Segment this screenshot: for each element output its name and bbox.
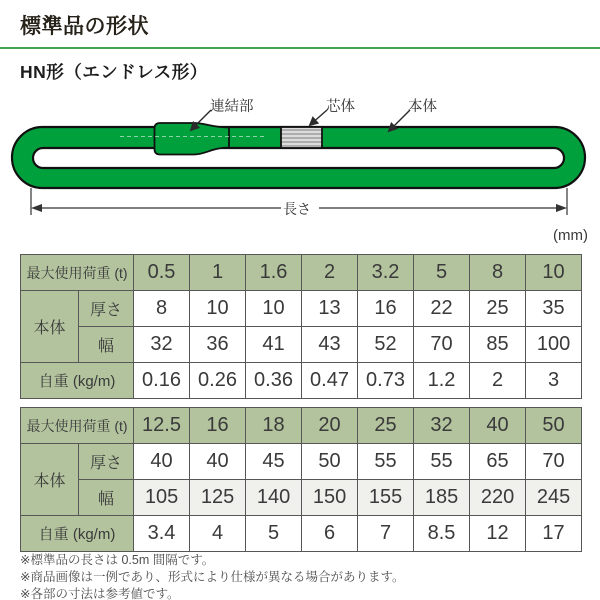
weight-value: 0.36 <box>246 363 302 399</box>
width-value: 85 <box>470 327 526 363</box>
load-header-cell: 最大使用荷重 (t) <box>21 408 134 444</box>
weight-value: 0.47 <box>302 363 358 399</box>
load-value: 1 <box>190 255 246 291</box>
spec-table-large-sizes <box>20 407 582 552</box>
load-value: 32 <box>414 408 470 444</box>
width-value: 43 <box>302 327 358 363</box>
page-title: 標準品の形状 <box>20 15 149 38</box>
load-header-cell: 最大使用荷重 (t) <box>21 255 134 291</box>
dim-arrowhead-left <box>31 204 42 212</box>
width-value: 245 <box>526 480 582 516</box>
thickness-value: 8 <box>134 291 190 327</box>
spec-table-small-sizes <box>20 254 582 399</box>
footnotes <box>20 552 404 600</box>
unit-label: (mm) <box>553 227 588 244</box>
weight-value: 8.5 <box>414 516 470 552</box>
load-value: 5 <box>414 255 470 291</box>
width-value: 150 <box>302 480 358 516</box>
note-line: ※各部の寸法は参考値です。 <box>20 587 180 600</box>
thickness-value: 16 <box>358 291 414 327</box>
thickness-header-cell: 厚さ <box>79 444 134 480</box>
core-arrow <box>310 110 327 125</box>
weight-value: 0.73 <box>358 363 414 399</box>
weight-value: 4 <box>190 516 246 552</box>
weight-value: 3 <box>526 363 582 399</box>
weight-value: 7 <box>358 516 414 552</box>
load-value: 16 <box>190 408 246 444</box>
length-label: 長さ <box>283 201 311 217</box>
width-value: 41 <box>246 327 302 363</box>
weight-value: 2 <box>470 363 526 399</box>
weight-value: 5 <box>246 516 302 552</box>
width-value: 185 <box>414 480 470 516</box>
core-section-shape <box>281 127 322 148</box>
accent-divider <box>0 47 600 49</box>
table-row <box>21 516 582 552</box>
table-row <box>21 408 582 444</box>
weight-value: 6 <box>302 516 358 552</box>
load-value: 1.6 <box>246 255 302 291</box>
table-row <box>21 327 582 363</box>
weight-header-cell: 自重 (kg/m) <box>21 363 134 399</box>
load-value: 18 <box>246 408 302 444</box>
load-value: 50 <box>526 408 582 444</box>
table-row <box>21 444 582 480</box>
joint-label: 連結部 <box>210 99 254 115</box>
width-value: 70 <box>414 327 470 363</box>
width-header-cell: 幅 <box>79 480 134 516</box>
thickness-header-cell: 厚さ <box>79 291 134 327</box>
weight-value: 3.4 <box>134 516 190 552</box>
width-value: 155 <box>358 480 414 516</box>
thickness-value: 45 <box>246 444 302 480</box>
thickness-value: 55 <box>414 444 470 480</box>
thickness-value: 50 <box>302 444 358 480</box>
width-value: 140 <box>246 480 302 516</box>
body-label: 本体 <box>408 99 437 115</box>
weight-header-cell: 自重 (kg/m) <box>21 516 134 552</box>
thickness-value: 25 <box>470 291 526 327</box>
body-header-cell: 本体 <box>21 444 79 516</box>
thickness-value: 40 <box>134 444 190 480</box>
width-value: 220 <box>470 480 526 516</box>
body-header-cell: 本体 <box>21 291 79 363</box>
table-row <box>21 291 582 327</box>
thickness-value: 40 <box>190 444 246 480</box>
thickness-value: 10 <box>246 291 302 327</box>
weight-value: 17 <box>526 516 582 552</box>
load-value: 2 <box>302 255 358 291</box>
core-label: 芯体 <box>326 99 355 115</box>
weight-value: 12 <box>470 516 526 552</box>
width-value: 36 <box>190 327 246 363</box>
weight-value: 1.2 <box>414 363 470 399</box>
width-value: 52 <box>358 327 414 363</box>
table-row <box>21 255 582 291</box>
load-value: 8 <box>470 255 526 291</box>
thickness-value: 35 <box>526 291 582 327</box>
load-value: 3.2 <box>358 255 414 291</box>
load-value: 20 <box>302 408 358 444</box>
thickness-value: 13 <box>302 291 358 327</box>
width-value: 125 <box>190 480 246 516</box>
weight-value: 0.26 <box>190 363 246 399</box>
load-value: 0.5 <box>134 255 190 291</box>
note-line: ※標準品の長さは 0.5m 間隔です。 <box>20 553 215 567</box>
width-value: 100 <box>526 327 582 363</box>
load-value: 10 <box>526 255 582 291</box>
thickness-value: 65 <box>470 444 526 480</box>
thickness-value: 70 <box>526 444 582 480</box>
width-value: 32 <box>134 327 190 363</box>
table-row <box>21 480 582 516</box>
table-row <box>21 363 582 399</box>
note-line: ※商品画像は一例であり、形式により仕様が異なる場合があります。 <box>20 570 405 584</box>
thickness-value: 22 <box>414 291 470 327</box>
thickness-value: 55 <box>358 444 414 480</box>
width-value: 105 <box>134 480 190 516</box>
load-value: 25 <box>358 408 414 444</box>
weight-value: 0.16 <box>134 363 190 399</box>
load-value: 12.5 <box>134 408 190 444</box>
dim-arrowhead-right <box>556 204 567 212</box>
section-subtitle: HN形（エンドレス形） <box>20 62 208 82</box>
joint-sleeve-shape <box>155 123 230 155</box>
load-value: 40 <box>470 408 526 444</box>
thickness-value: 10 <box>190 291 246 327</box>
width-header-cell: 幅 <box>79 327 134 363</box>
